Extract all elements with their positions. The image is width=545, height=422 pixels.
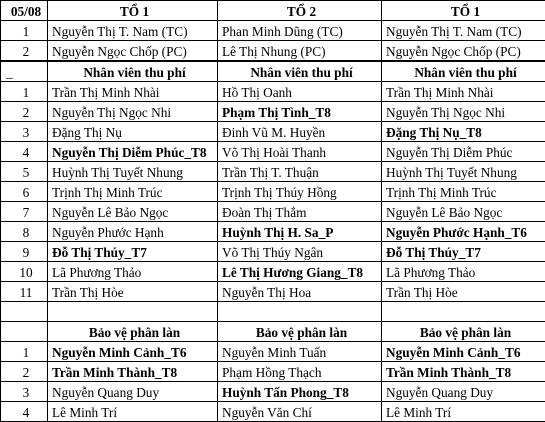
leader-row — [1, 41, 545, 62]
section-title: Bảo vệ phân làn — [382, 322, 545, 342]
section-title: Nhân viên thu phí — [48, 61, 218, 82]
cell: Nguyễn Phước Hạnh_T6 — [382, 222, 545, 242]
section-title: Nhân viên thu phí — [218, 61, 382, 82]
header-row — [1, 1, 545, 21]
cell: Huỳnh Tấn Phong_T8 — [218, 382, 382, 402]
row-index: 10 — [1, 262, 48, 282]
table-row — [1, 182, 545, 202]
section-marker: _ — [1, 61, 48, 82]
empty-cell — [48, 302, 218, 322]
cell: Huỳnh Thị Tuyết Nhung — [382, 162, 545, 182]
cell: Đỗ Thị Thúy_T7 — [48, 242, 218, 262]
table-row — [1, 382, 545, 402]
cell: Trịnh Thị Thúy Hồng — [218, 182, 382, 202]
cell: Phạm Hồng Thạch — [218, 362, 382, 382]
table-row — [1, 142, 545, 162]
cell: Nguyễn Thị Hoa — [218, 282, 382, 302]
cell: Nguyễn Thị Ngọc Nhi — [48, 102, 218, 122]
table-row — [1, 202, 545, 222]
fee-section-header — [1, 61, 545, 82]
table-row — [1, 362, 545, 382]
row-index: 3 — [1, 122, 48, 142]
cell: Trần Thị Minh Nhài — [382, 82, 545, 102]
row-index: 4 — [1, 402, 48, 422]
cell: Nguyễn Thị T. Nam (TC) — [48, 21, 218, 41]
table-row — [1, 82, 545, 102]
cell: Nguyễn Phước Hạnh — [48, 222, 218, 242]
cell: Trần Thị Minh Nhài — [48, 82, 218, 102]
cell: Đoàn Thị Thắm — [218, 202, 382, 222]
section-title: Bảo vệ phân làn — [218, 322, 382, 342]
empty-cell — [382, 302, 545, 322]
section-title: Nhân viên thu phí — [382, 61, 545, 82]
cell: Lê Thị Hương Giang_T8 — [218, 262, 382, 282]
team-header-2: TỔ 2 — [218, 1, 382, 21]
cell: Lê Minh Trí — [382, 402, 545, 422]
cell: Nguyễn Thị Ngọc Nhi — [382, 102, 545, 122]
table-row — [1, 162, 545, 182]
cell: Trần Thị Hòe — [48, 282, 218, 302]
cell: Võ Thị Hoài Thanh — [218, 142, 382, 162]
row-index: 2 — [1, 362, 48, 382]
row-index: 1 — [1, 342, 48, 362]
cell: Phan Minh Dũng (TC) — [218, 21, 382, 41]
table-row — [1, 342, 545, 362]
table-row — [1, 122, 545, 142]
cell: Phạm Thị Tình_T8 — [218, 102, 382, 122]
cell: Lê Minh Trí — [48, 402, 218, 422]
empty-cell — [1, 302, 48, 322]
team-header-1: TỔ 1 — [48, 1, 218, 21]
cell: Huỳnh Thị Tuyết Nhung — [48, 162, 218, 182]
row-index: 6 — [1, 182, 48, 202]
cell: Lê Thị Nhung (PC) — [218, 41, 382, 62]
cell: Nguyễn Ngọc Chốp (PC) — [48, 41, 218, 62]
empty-cell — [218, 302, 382, 322]
cell: Hồ Thị Oanh — [218, 82, 382, 102]
cell: Trần Thị Hòe — [382, 282, 545, 302]
cell: Nguyễn Lê Bảo Ngọc — [48, 202, 218, 222]
row-index: 1 — [1, 82, 48, 102]
guard-section-header — [1, 322, 545, 342]
row-index: 3 — [1, 382, 48, 402]
cell: Đặng Thị Nụ_T8 — [382, 122, 545, 142]
cell: Huỳnh Thị H. Sa_P — [218, 222, 382, 242]
cell: Nguyễn Quang Duy — [48, 382, 218, 402]
cell: Lã Phương Thảo — [48, 262, 218, 282]
table-row — [1, 262, 545, 282]
cell: Nguyễn Thị Diễm Phúc — [382, 142, 545, 162]
row-index: 7 — [1, 202, 48, 222]
row-index: 1 — [1, 21, 48, 41]
cell: Nguyễn Minh Cảnh_T6 — [48, 342, 218, 362]
cell: Nguyễn Minh Tuấn — [218, 342, 382, 362]
cell: Trịnh Thị Minh Trúc — [48, 182, 218, 202]
cell: Nguyễn Quang Duy — [382, 382, 545, 402]
table-row — [1, 222, 545, 242]
cell: Nguyễn Thị T. Nam (TC) — [382, 21, 545, 41]
cell: Trần Thị T. Thuận — [218, 162, 382, 182]
cell: Trịnh Thị Minh Trúc — [382, 182, 545, 202]
leader-row — [1, 21, 545, 41]
cell: Nguyễn Ngọc Chốp (PC) — [382, 41, 545, 62]
table-row — [1, 402, 545, 422]
team-header-3: TỔ 1 — [382, 1, 545, 21]
row-index: 4 — [1, 142, 48, 162]
row-index: 11 — [1, 282, 48, 302]
row-index: 2 — [1, 102, 48, 122]
cell: Võ Thị Thúy Ngân — [218, 242, 382, 262]
spacer-row — [1, 302, 545, 322]
cell: Đỗ Thị Thúy_T7 — [382, 242, 545, 262]
date-cell: 05/08 — [1, 1, 48, 21]
cell: Nguyễn Văn Chí — [218, 402, 382, 422]
cell: Trần Minh Thành_T8 — [382, 362, 545, 382]
table-row — [1, 282, 545, 302]
cell: Lã Phương Thảo — [382, 262, 545, 282]
row-index: 2 — [1, 41, 48, 62]
cell: Trần Minh Thành_T8 — [48, 362, 218, 382]
cell: Đặng Thị Nụ — [48, 122, 218, 142]
cell: Nguyễn Minh Cảnh_T6 — [382, 342, 545, 362]
table-row — [1, 242, 545, 262]
table-row — [1, 102, 545, 122]
cell: Nguyễn Lê Bảo Ngọc — [382, 202, 545, 222]
cell: Nguyễn Thị Diễm Phúc_T8 — [48, 142, 218, 162]
cell: Đinh Vũ M. Huyền — [218, 122, 382, 142]
row-index: 9 — [1, 242, 48, 262]
empty-cell — [1, 322, 48, 342]
row-index: 8 — [1, 222, 48, 242]
row-index: 5 — [1, 162, 48, 182]
section-title: Bảo vệ phân làn — [48, 322, 218, 342]
